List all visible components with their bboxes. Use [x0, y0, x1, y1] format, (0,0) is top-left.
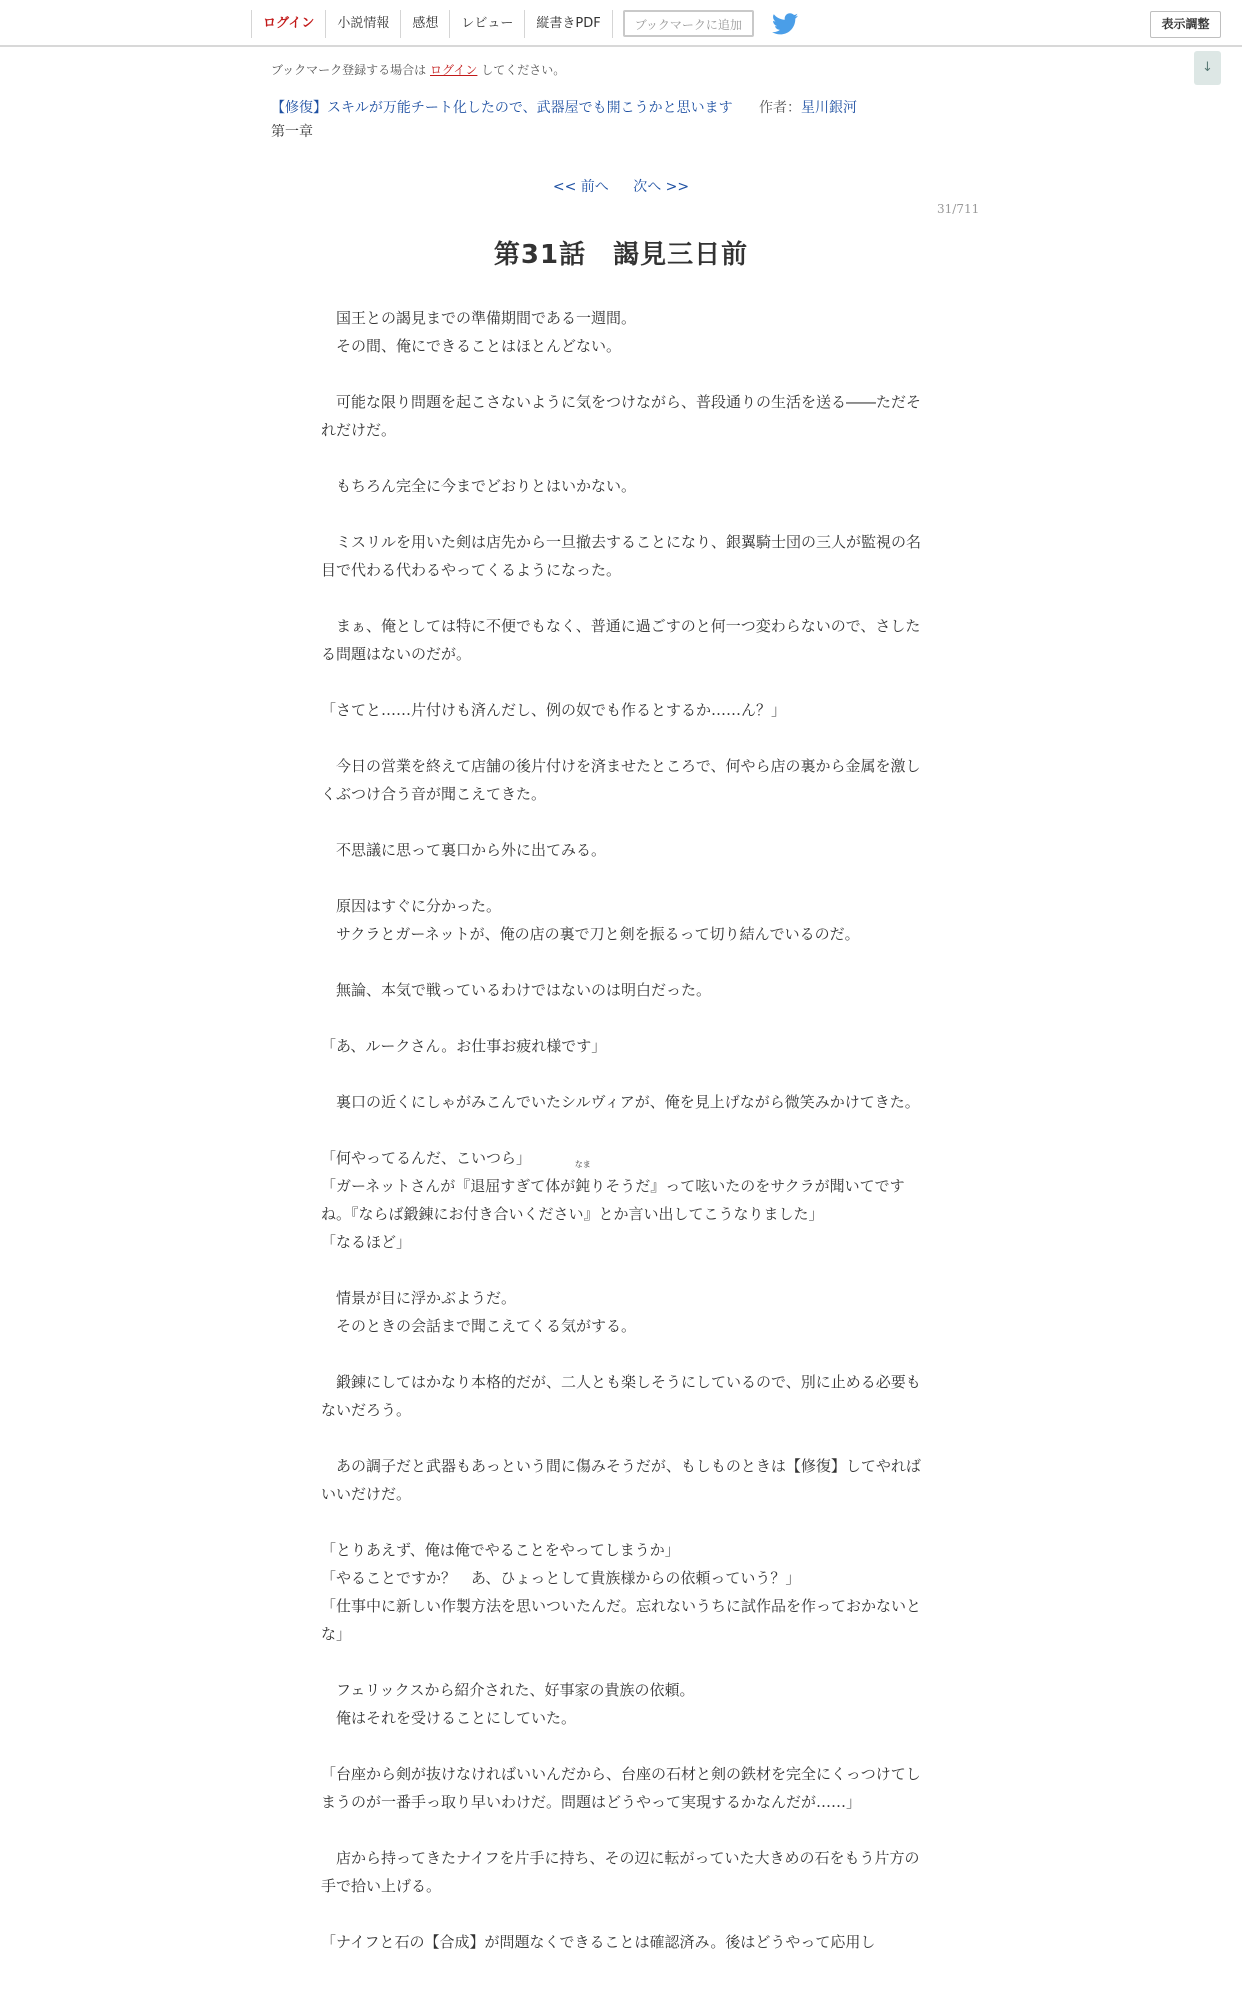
twitter-icon[interactable]: [772, 13, 798, 35]
body-line: 「何やってるんだ、こいつら」: [321, 1149, 532, 1167]
scroll-down-button[interactable]: ↓: [1194, 51, 1221, 85]
body-line: 可能な限り問題を起こさないように気をつけながら、普段通りの生活を送る――ただそれだけだ。: [321, 393, 922, 439]
body-blank-line: [321, 500, 921, 528]
bookmark-note-after: してください。: [481, 63, 566, 77]
body-line-ruby: [321, 1160, 921, 1228]
ruby-line-after: りそうだ』って呟いたのをサクラが聞いてですね。『ならば鍛錬にお付き合いください』とか言い出してこうなりました」: [321, 1177, 905, 1223]
top-navigation-bar: [0, 0, 1242, 47]
author-label: 作者：: [759, 100, 802, 116]
body-blank-line: [321, 584, 921, 612]
chapter-title: 第一章: [271, 124, 313, 140]
body-blank-line: [321, 1732, 921, 1760]
bookmark-note-login-link[interactable]: ログイン: [430, 63, 478, 77]
body-blank-line: [321, 1256, 921, 1284]
ruby-text: なま: [574, 1160, 591, 1169]
body-line: 「とりあえず、俺は俺でやることをやってしまうか」: [321, 1541, 680, 1559]
body-line: 今日の営業を終えて店舗の後片付けを済ませたところで、何やら店の裏から金属を激しくぶつけ合う音が聞こえてきた。: [321, 757, 921, 803]
body-line: 原因はすぐに分かった。: [321, 897, 502, 915]
body-line: 無論、本気で戦っているわけではないのは明白だった。: [321, 981, 712, 999]
ruby-base: 鈍: [575, 1177, 591, 1195]
novel-body: [321, 304, 921, 1956]
body-blank-line: [321, 1116, 921, 1144]
body-line: 情景が目に浮かぶようだ。: [321, 1289, 517, 1307]
nav-vertical-pdf[interactable]: 縦書きPDF: [524, 10, 612, 38]
body-blank-line: [321, 1060, 921, 1088]
body-line: もちろん完全に今までどおりとはいかない。: [321, 477, 637, 495]
body-line: 「さてと……片付けも済んだし、例の奴でも作るとするか……ん？」: [321, 701, 787, 719]
body-line: 店から持ってきたナイフを片手に持ち、その辺に転がっていた大きめの石をもう片方の手で拾い上げる。: [321, 1849, 920, 1895]
novel-title-link[interactable]: 【修復】スキルが万能チート化したので、武器屋でも開こうかと思います: [271, 100, 733, 116]
next-link[interactable]: 次へ >>: [633, 179, 690, 195]
body-blank-line: [321, 808, 921, 836]
body-blank-line: [321, 1508, 921, 1536]
nav-novel-info[interactable]: 小説情報: [325, 10, 400, 38]
nav-review[interactable]: レビュー: [449, 10, 524, 38]
author-link[interactable]: 星川銀河: [801, 100, 858, 116]
body-line: 「台座から剣が抜けなければいいんだから、台座の石材と剣の鉄材を完全にくっつけてしまうのが一番手っ取り早いわけだ。問題はどうやって実現するかなんだが……」: [321, 1765, 921, 1811]
body-blank-line: [321, 1340, 921, 1368]
episode-title: 第31話 謁見三日前: [493, 240, 749, 270]
body-blank-line: [321, 1900, 921, 1928]
add-bookmark-button[interactable]: ブックマークに追加: [623, 10, 754, 37]
body-line: 俺はそれを受けることにしていた。: [321, 1709, 577, 1727]
body-blank-line: [321, 864, 921, 892]
body-line: 鍛錬にしてはかなり本格的だが、二人とも楽しそうにしているので、別に止める必要もないだろう。: [321, 1373, 921, 1419]
body-line: サクラとガーネットが、俺の店の裏で刀と剣を振るって切り結んでいるのだ。: [321, 925, 860, 943]
prev-link[interactable]: << 前へ: [552, 179, 609, 195]
body-line: 「仕事中に新しい作製方法を思いついたんだ。忘れないうちに試作品を作っておかないとな」: [321, 1597, 922, 1643]
episode-count: 31/711: [937, 202, 980, 216]
body-blank-line: [321, 948, 921, 976]
body-blank-line: [321, 668, 921, 696]
body-blank-line: [321, 360, 921, 388]
body-blank-line: [321, 1648, 921, 1676]
episode-pager: [0, 176, 1242, 196]
body-blank-line: [321, 444, 921, 472]
nav-login[interactable]: ログイン: [251, 10, 325, 38]
body-line: そのときの会話まで聞こえてくる気がする。: [321, 1317, 637, 1335]
body-line: 「ナイフと石の【合成】が問題なくできることは確認済み。後はどうやって応用し: [321, 1933, 876, 1951]
body-line: 不思議に思って裏口から外に出てみる。: [321, 841, 607, 859]
body-line: 国王との謁見までの準備期間である一週間。: [321, 309, 637, 327]
bookmark-note-before: ブックマーク登録する場合は: [271, 63, 427, 77]
ruby-line-before: 「ガーネットさんが『退屈すぎて体が: [321, 1177, 576, 1195]
body-line: あの調子だと武器もあっという間に傷みそうだが、もしものときは【修復】してやればいいだけだ。: [321, 1457, 921, 1503]
main-nav: [251, 0, 798, 47]
body-line: フェリックスから紹介された、好事家の貴族の依頼。: [321, 1681, 695, 1699]
body-line: 裏口の近くにしゃがみこんでいたシルヴィアが、俺を見上げながら微笑みかけてきた。: [321, 1093, 920, 1111]
ruby-word: [574, 1160, 591, 1200]
bookmark-note: [271, 61, 565, 78]
body-line: 「なるほど」: [321, 1233, 412, 1251]
body-blank-line: [321, 1004, 921, 1032]
novel-header: [271, 97, 857, 117]
nav-impressions[interactable]: 感想: [400, 10, 449, 38]
body-blank-line: [321, 1424, 921, 1452]
body-line: その間、俺にできることはほとんどない。: [321, 337, 622, 355]
body-line: ミスリルを用いた剣は店先から一旦撤去することになり、銀翼騎士団の三人が監視の名目で代わる代わるやってくるようになった。: [321, 533, 922, 579]
body-line: まぁ、俺としては特に不便でもなく、普通に過ごすのと何一つ変わらないので、さしたる問題はないのだが。: [321, 617, 921, 663]
display-adjust-button[interactable]: 表示調整: [1150, 11, 1221, 38]
body-blank-line: [321, 724, 921, 752]
body-blank-line: [321, 1816, 921, 1844]
body-line: 「あ、ルークさん。お仕事お疲れ様です」: [321, 1037, 607, 1055]
body-line: 「やることですか？ あ、ひょっとして貴族様からの依頼っていう？」: [321, 1569, 801, 1587]
